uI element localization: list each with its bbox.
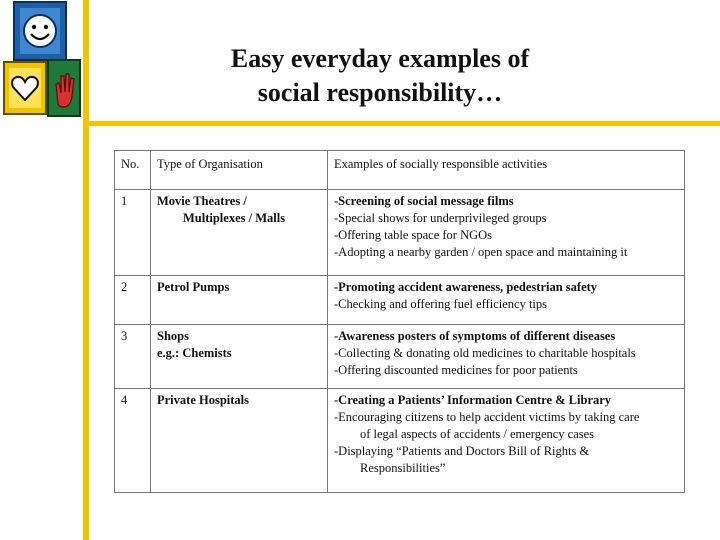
row-no: 4 — [115, 389, 151, 493]
title-line-1: Easy everyday examples of — [230, 44, 530, 73]
row-examples: -Screening of social message films -Special shows for underprivileged groups -Offering table space for NGOs -Adopting a nearby garden / open space and maintaining it — [328, 190, 685, 276]
row-examples: -Awareness posters of symptoms of different diseases -Collecting & donating old medicines to charitable hospitals -Offering discounted medicines for poor patients — [328, 325, 685, 389]
header-type: Type of Organisation — [151, 151, 328, 190]
accent-horizontal-bar — [88, 121, 720, 126]
title-line-2: social responsibility… — [257, 78, 503, 107]
row-type: Shops e.g.: Chemists — [151, 325, 328, 389]
table-header-row — [115, 151, 685, 190]
table-row — [115, 190, 685, 276]
header-no: No. — [115, 151, 151, 190]
kids-blocks-logo-icon — [0, 0, 84, 124]
row-examples: -Promoting accident awareness, pedestrian safety -Checking and offering fuel efficiency tips — [328, 276, 685, 325]
row-no: 3 — [115, 325, 151, 389]
row-no: 2 — [115, 276, 151, 325]
row-type: Petrol Pumps — [151, 276, 328, 325]
row-type: Private Hospitals — [151, 389, 328, 493]
table-row — [115, 325, 685, 389]
row-no: 1 — [115, 190, 151, 276]
header-examples: Examples of socially responsible activities — [328, 151, 685, 190]
examples-table — [114, 150, 685, 493]
row-examples: -Creating a Patients’ Information Centre & Library -Encouraging citizens to help accident victims by taking care of legal aspects of accidents / emergency cases -Displaying “Patients and Doctors Bill of Rights & Responsibilities” — [328, 389, 685, 493]
row-type: Movie Theatres / Multiplexes / Malls — [151, 190, 328, 276]
page-title — [130, 42, 630, 110]
table-row — [115, 276, 685, 325]
table-row — [115, 389, 685, 493]
